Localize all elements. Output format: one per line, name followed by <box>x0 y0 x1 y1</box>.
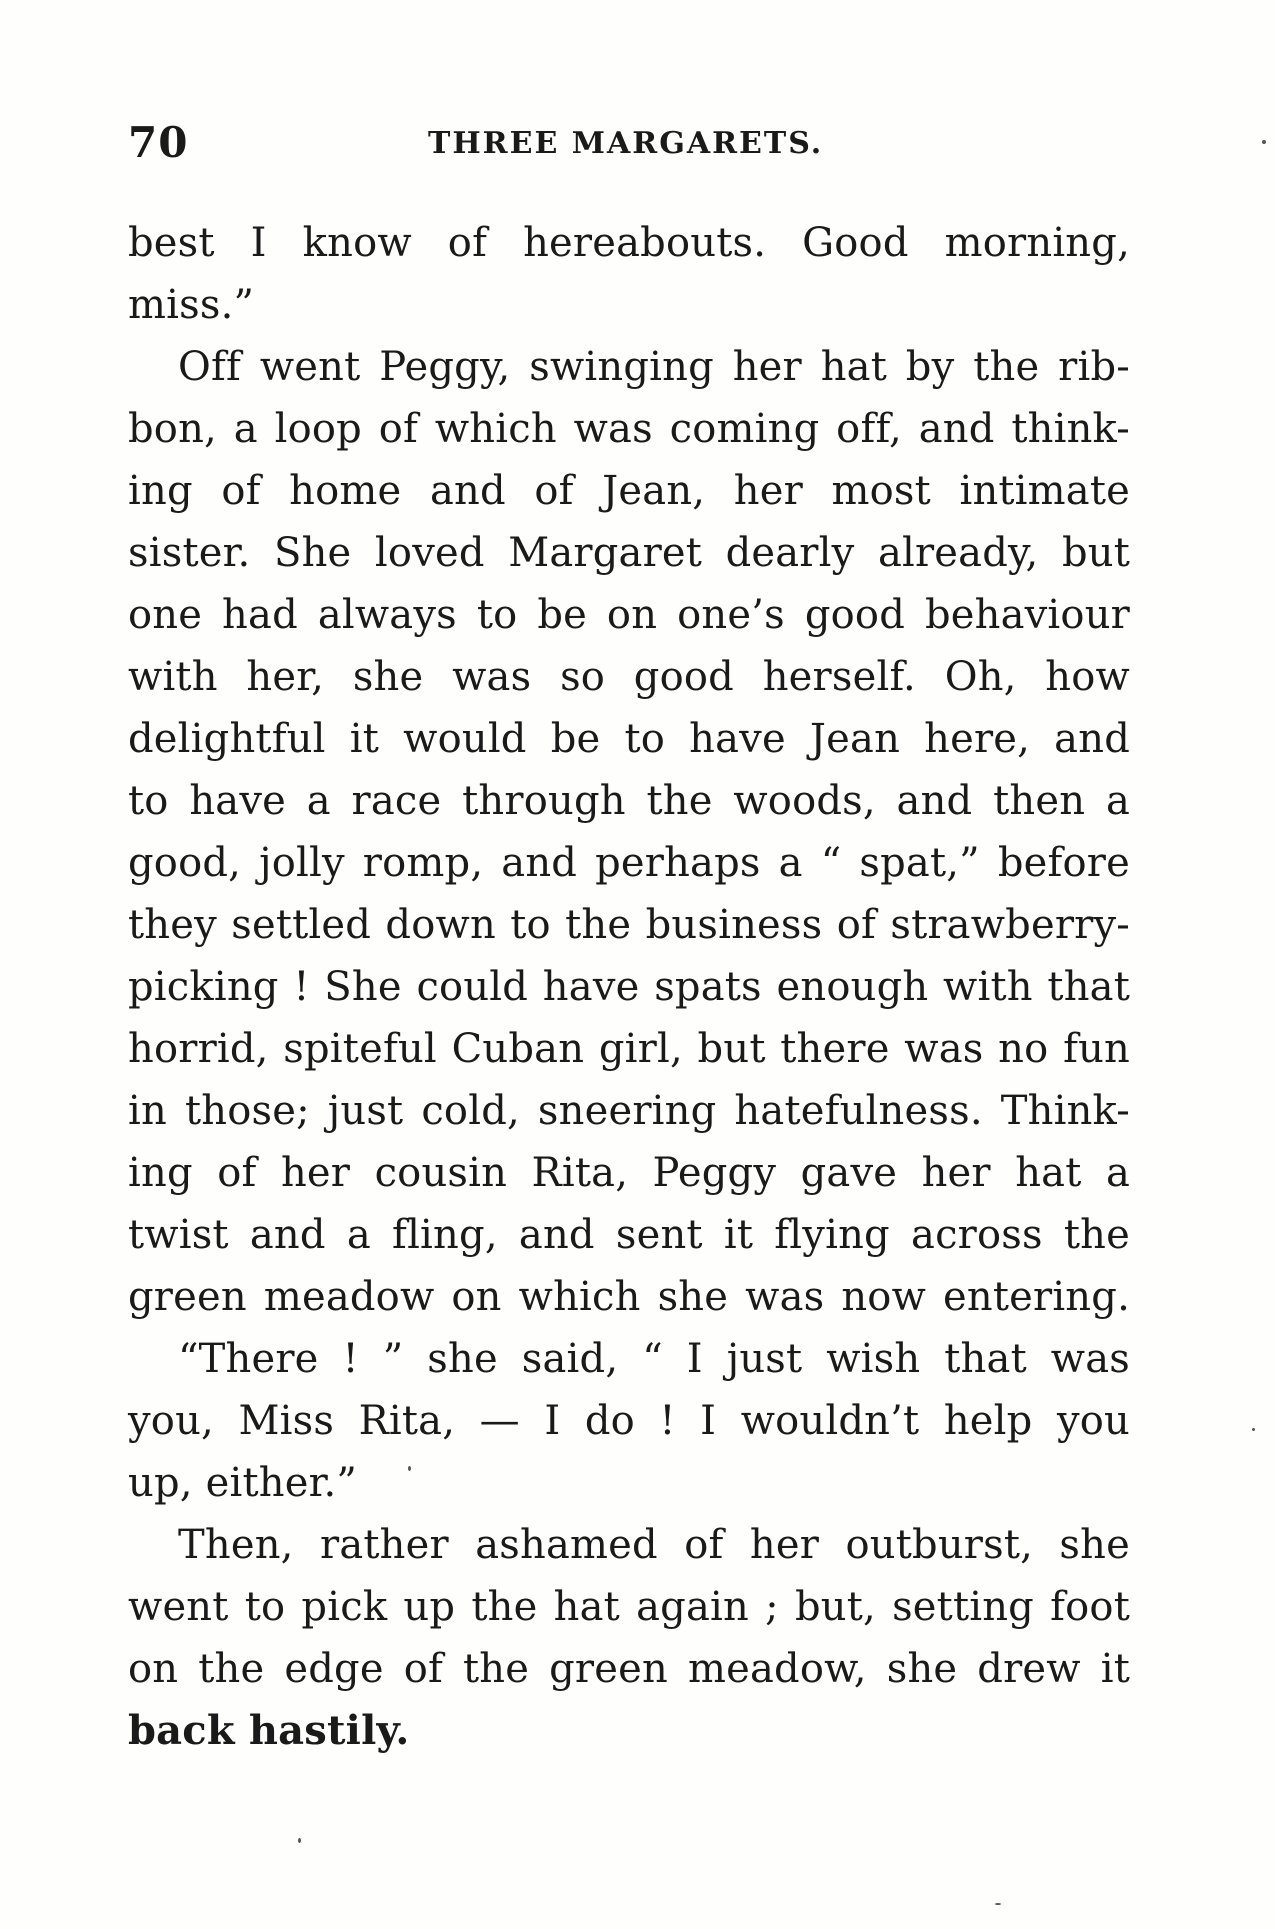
text-line: green meadow on which she was now entering. <box>128 1274 1130 1320</box>
text-line: good, jolly romp, and perhaps a “ spat,” before <box>128 840 1130 886</box>
text-line: went to pick up the hat again ; but, setting foot <box>128 1584 1130 1630</box>
text-line: miss.” <box>128 282 255 328</box>
text-line: picking ! She could have spats enough with that <box>128 964 1130 1010</box>
text-line: back hastily. <box>128 1707 410 1754</box>
text-line: horrid, spiteful Cuban girl, but there was no fun <box>128 1026 1130 1072</box>
paper-speck <box>995 1903 1001 1905</box>
text-line: up, either.” <box>128 1460 358 1506</box>
text-line: ing of home and of Jean, her most intimate <box>128 468 1130 514</box>
text-line: on the edge of the green meadow, she drew it <box>128 1646 1130 1692</box>
text-line: ing of her cousin Rita, Peggy gave her hat a <box>128 1150 1130 1196</box>
text-line: best I know of hereabouts. Good morning, <box>128 220 1130 266</box>
paper-speck <box>1252 1428 1255 1431</box>
text-line: Off went Peggy, swinging her hat by the rib- <box>178 344 1130 390</box>
text-line: you, Miss Rita, — I do ! I wouldn’t help you <box>128 1398 1130 1444</box>
body-text <box>128 212 1130 1762</box>
text-line: sister. She loved Margaret dearly already, but <box>128 530 1130 576</box>
text-line: “There ! ” she said, “ I just wish that was <box>178 1336 1130 1382</box>
paper-speck <box>1262 140 1266 144</box>
text-line: Then, rather ashamed of her outburst, she <box>178 1522 1130 1568</box>
running-head <box>128 118 1138 168</box>
text-line: delightful it would be to have Jean here, and <box>128 716 1130 762</box>
text-line: they settled down to the business of strawberry- <box>128 902 1130 948</box>
page-number: 70 <box>128 118 189 167</box>
text-line: twist and a fling, and sent it flying across the <box>128 1212 1130 1258</box>
paper-speck <box>408 1466 411 1471</box>
paper-speck <box>298 1838 301 1843</box>
running-title: THREE MARGARETS. <box>428 126 824 161</box>
text-line: with her, she was so good herself. Oh, how <box>128 654 1130 700</box>
text-line: one had always to be on one’s good behaviour <box>128 592 1130 638</box>
text-line: bon, a loop of which was coming off, and think- <box>128 406 1130 452</box>
text-line: to have a race through the woods, and then a <box>128 778 1130 824</box>
text-line: in those; just cold, sneering hatefulness. Think- <box>128 1088 1130 1134</box>
